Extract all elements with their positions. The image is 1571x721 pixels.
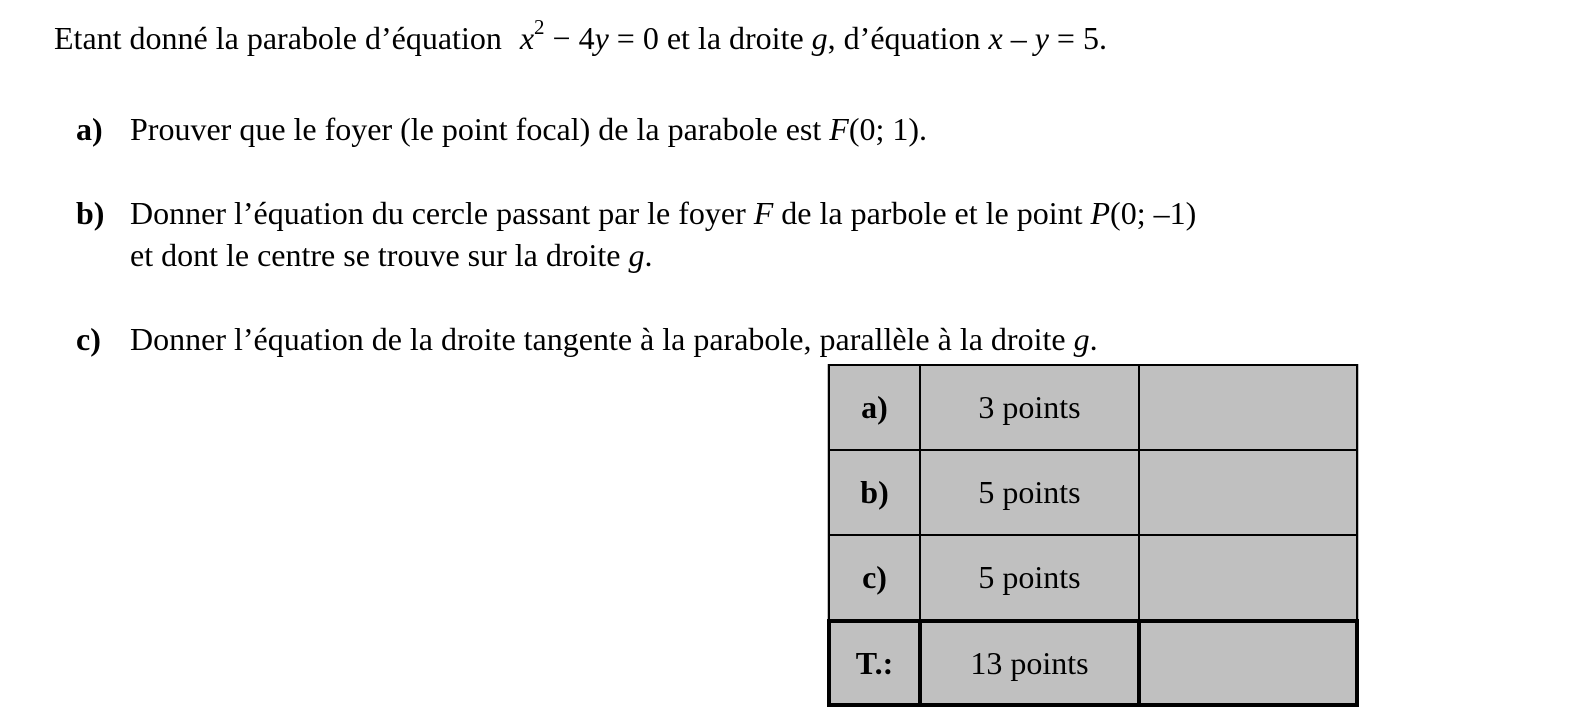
line-eq-equals: = 5. (1048, 20, 1107, 56)
score-points-cell: 5 points (920, 535, 1139, 621)
intro-text-middle2: , d’équation (827, 20, 989, 56)
question-b-text (130, 192, 1196, 276)
question-c-line-g: g (1073, 321, 1090, 357)
total-blank-cell (1139, 621, 1357, 705)
score-blank-cell (1139, 535, 1357, 621)
question-a-text-after: (0; 1). (848, 111, 928, 147)
question-c-text (130, 318, 1098, 360)
score-points-cell: 3 points (920, 365, 1139, 450)
question-a-label: a) (76, 111, 103, 147)
score-label-cell: a) (829, 365, 920, 450)
question-b-line2-before: et dont le centre se trouve sur la droite (130, 237, 629, 273)
parabola-equation (519, 15, 659, 56)
parabola-eq-minus-four: − 4 (544, 20, 595, 56)
question-b-line2-after: . (644, 237, 653, 273)
total-label-cell: T.: (829, 621, 920, 705)
line-name: g (811, 20, 828, 56)
question-b-line1-middle: de la parbole et le point (773, 195, 1091, 231)
parabola-eq-x: x (519, 20, 535, 56)
problem-statement (54, 14, 1107, 62)
parabola-eq-y: y (594, 20, 609, 56)
question-b-line1-before: Donner l’équation du cercle passant par le foyer (130, 195, 754, 231)
question-c-text-after: . (1089, 321, 1098, 357)
question-b-point-p: P (1090, 195, 1111, 231)
line-eq-y: y (1034, 20, 1049, 56)
score-points-cell: 5 points (920, 450, 1139, 535)
question-b-focus-f: F (753, 195, 774, 231)
question-a-text-before: Prouver que le foyer (le point focal) de la parabole est (130, 111, 830, 147)
question-c-text-before: Donner l’équation de la droite tangente à la parabole, parallèle à la droite (130, 321, 1074, 357)
question-b-line-g: g (628, 237, 645, 273)
score-row-c (829, 535, 1357, 621)
score-blank-cell (1139, 450, 1357, 535)
score-label-cell: c) (829, 535, 920, 621)
question-a-text (130, 108, 927, 150)
question-b-label: b) (76, 195, 105, 231)
score-row-b (829, 450, 1357, 535)
question-a-point-f: F (829, 111, 849, 147)
intro-text-middle: et la droite (666, 20, 812, 56)
total-points-cell: 13 points (920, 621, 1139, 705)
question-c-label: c) (76, 321, 101, 357)
score-row-total (829, 621, 1357, 705)
line-eq-x: x (988, 20, 1003, 56)
question-b-line1-after: (0; –1) (1110, 195, 1197, 231)
parabola-eq-exponent: 2 (534, 15, 545, 39)
parabola-eq-equals-zero: = 0 (608, 20, 659, 56)
score-label-cell: b) (829, 450, 920, 535)
score-blank-cell (1139, 365, 1357, 450)
line-eq-minus: – (1002, 20, 1035, 56)
intro-text: Etant donné la parabole d’équation (54, 20, 502, 56)
score-row-a (829, 365, 1357, 450)
score-table (827, 364, 1359, 707)
